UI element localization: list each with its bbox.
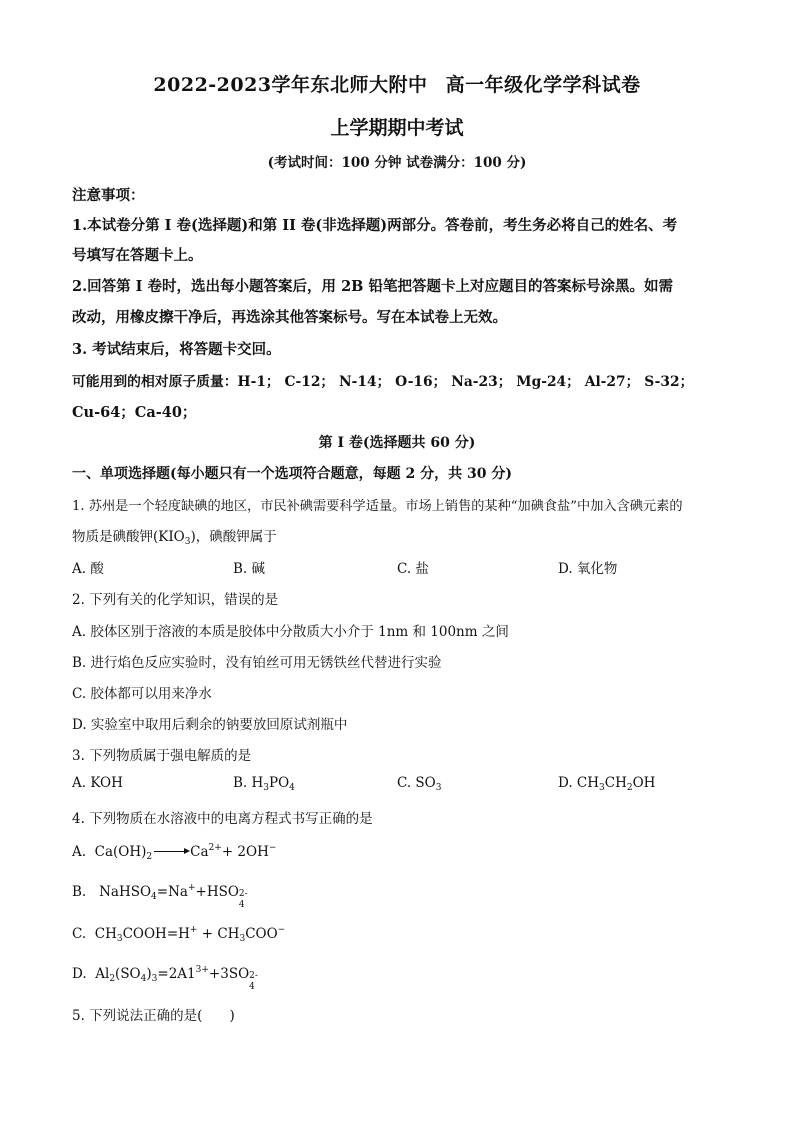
q1-stem-b-text: 物质是碘酸钾(KIO <box>72 529 185 545</box>
q1-option-d: D. 氧化物 <box>558 561 618 577</box>
q1-stem-b <box>72 525 277 545</box>
q1-subscript: 3 <box>184 537 191 547</box>
q4-option-b: B. NaHSO$_4$=Na++HSO 2- 4 <box>72 883 248 910</box>
q4-option-c: C. $CH_3COOH=H^+ + CH_3COO^-$ <box>72 925 286 944</box>
q2-stem: 2. 下列有关的化学知识，错误的是 <box>72 592 279 608</box>
note-3: 3. 考试结束后，将答题卡交回。 <box>72 341 281 358</box>
exam-subtitle: 上学期期中考试 <box>330 117 464 139</box>
q3-option-d: D. $CH_3CH_2OH$ <box>558 775 656 793</box>
q5-stem: 5. 下列说法正确的是( ) <box>72 1008 235 1024</box>
q1-stem-b-tail: )，碘酸钾属于 <box>190 529 277 545</box>
q3-option-a: A. KOH <box>72 775 123 791</box>
q1-option-c: C. 盐 <box>397 561 429 577</box>
note-2a: 2.回答第 I 卷时，选出每小题答案后，用 2B 铅笔把答题卡上对应题目的答案标号涂黑。如需 <box>72 278 673 295</box>
reaction-arrow-icon <box>154 851 188 852</box>
q2-option-b: B. 进行焰色反应实验时，没有铂丝可用无锈铁丝代替进行实验 <box>72 655 442 671</box>
q2-option-a: A. 胶体区别于溶液的本质是胶体中分散质大小介于 1nm 和 100nm 之间 <box>72 624 509 640</box>
note-1a: 1.本试卷分第 I 卷(选择题)和第 II 卷(非选择题)两部分。答卷前，考生务必将自己的姓名、考 <box>72 217 678 234</box>
note-1b: 号填写在答题卡上。 <box>72 247 203 264</box>
title-school: 2022-2023学年东北师大附中 <box>153 74 428 96</box>
q3-option-c: C. $SO_3$ <box>397 775 442 793</box>
q3-stem: 3. 下列物质属于强电解质的是 <box>72 748 252 764</box>
atomic-mass-line-2: Cu-64；Ca-40； <box>72 404 197 421</box>
exam-meta: (考试时间：100 分钟 试卷满分：100 分) <box>267 155 527 171</box>
q3-option-b: B. $H_3PO_4$ <box>233 775 295 793</box>
exam-title <box>0 70 794 97</box>
q1-stem-a: 1. 苏州是一个轻度缺碘的地区，市民补碘需要科学适量。市场上销售的某种“加碘食盐”中加入含碘元素的 <box>72 499 683 514</box>
title-subject: 高一年级化学学科试卷 <box>445 74 641 96</box>
notes-heading: 注意事项： <box>72 187 145 204</box>
atomic-mass-line-1: 可能用到的相对原子质量：H-1； C-12； N-14； O-16； Na-23； Mg-24； Al-27； S-32； <box>72 374 694 390</box>
q1-option-a: A. 酸 <box>72 561 104 577</box>
note-2b: 改动，用橡皮擦干净后，再选涂其他答案标号。写在本试卷上无效。 <box>72 309 507 326</box>
q2-option-c: C. 胶体都可以用来净水 <box>72 686 212 702</box>
q4-stem: 4. 下列物质在水溶液中的电离方程式书写正确的是 <box>72 811 373 827</box>
q4-option-a: A. $Ca(OH)_2$ $Ca^{2+}+ 2OH^-$ <box>72 843 277 862</box>
q1-option-b: B. 碱 <box>233 561 266 577</box>
q4-option-d: D. $Al_2(SO_4)_3=2A1^{3+}+3SO$ 2- 4 <box>72 965 258 992</box>
part-heading: 一、单项选择题(每小题只有一个选项符合题意，每题 2 分，共 30 分) <box>72 466 512 482</box>
q2-option-d: D. 实验室中取用后剩余的钠要放回原试剂瓶中 <box>72 717 348 733</box>
section-title: 第 I 卷(选择题共 60 分) <box>318 435 476 451</box>
